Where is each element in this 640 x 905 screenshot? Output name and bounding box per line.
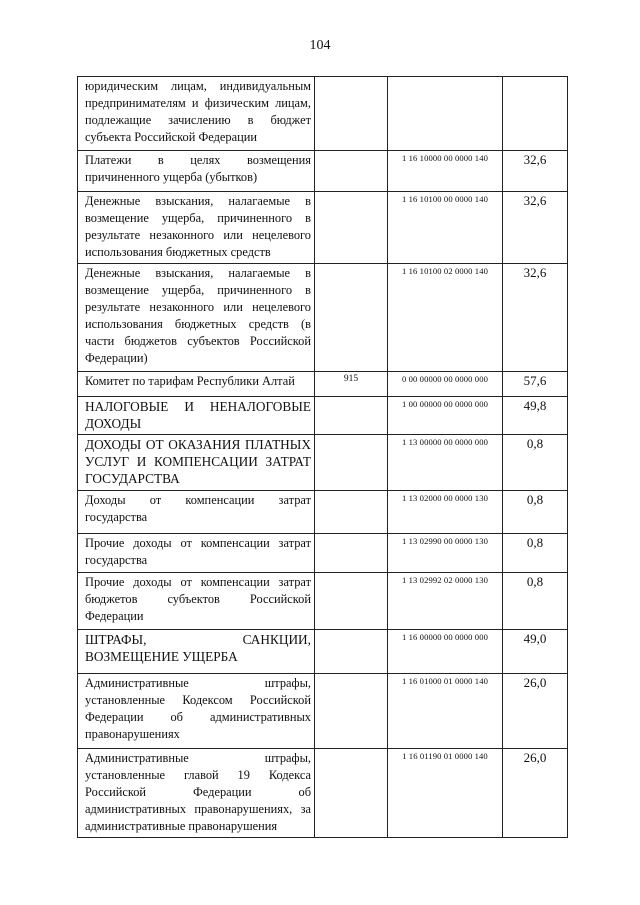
- budget-code: 1 16 10100 00 0000 140: [402, 194, 488, 204]
- cell-adm: [315, 630, 388, 674]
- table-row: [78, 397, 568, 435]
- admin-code: [315, 534, 387, 536]
- revenue-name: юридическим лицам, индивидуальным предпринимателям и физическим лицам, подлежащие зачислению в бюджет субъекта Российской Федерации: [85, 79, 311, 144]
- budget-code: 1 16 01190 01 0000 140: [402, 751, 488, 761]
- cell-code: [388, 151, 503, 192]
- admin-code: [315, 630, 387, 632]
- cell-adm: [315, 573, 388, 630]
- cell-code: [388, 630, 503, 674]
- budget-code: 1 13 02990 00 0000 130: [402, 536, 488, 546]
- admin-code: [315, 192, 387, 194]
- revenue-name: Доходы от компенсации затрат государства: [85, 493, 311, 524]
- cell-code: [388, 397, 503, 435]
- amount: 0,8: [526, 436, 544, 451]
- cell-name: [78, 264, 315, 372]
- budget-code: [388, 77, 502, 79]
- table-row: [78, 151, 568, 192]
- revenue-name: Прочие доходы от компенсации затрат бюджетов субъектов Российской Федерации: [85, 575, 311, 623]
- cell-name: [78, 397, 315, 435]
- cell-name: [78, 192, 315, 264]
- cell-adm: [315, 192, 388, 264]
- cell-name: [78, 151, 315, 192]
- cell-sum: [503, 77, 568, 151]
- budget-code: 0 00 00000 00 0000 000: [402, 374, 488, 384]
- table-row: [78, 674, 568, 749]
- cell-sum: [503, 372, 568, 397]
- cell-adm: [315, 534, 388, 573]
- budget-code: 1 13 02000 00 0000 130: [402, 493, 488, 503]
- admin-code: [315, 573, 387, 575]
- table-row: [78, 630, 568, 674]
- table-row: [78, 372, 568, 397]
- revenue-table: [77, 76, 568, 838]
- cell-name: [78, 674, 315, 749]
- revenue-name: Административные штрафы, установленные главой 19 Кодекса Российской Федерации об административных правонарушениях, за административные правонарушения: [85, 751, 311, 833]
- budget-code: 1 13 02992 02 0000 130: [402, 575, 488, 585]
- admin-code: [315, 77, 387, 79]
- amount: 0,8: [526, 574, 544, 589]
- cell-adm: [315, 435, 388, 491]
- revenue-name: Административные штрафы, установленные Кодексом Российской Федерации об административных правонарушениях: [85, 676, 311, 741]
- amount: 32,6: [523, 265, 547, 280]
- cell-sum: [503, 749, 568, 838]
- cell-code: [388, 674, 503, 749]
- cell-sum: [503, 630, 568, 674]
- cell-sum: [503, 573, 568, 630]
- cell-adm: [315, 397, 388, 435]
- table-row: [78, 435, 568, 491]
- cell-adm: [315, 749, 388, 838]
- amount: 0,8: [526, 535, 544, 550]
- amount: 32,6: [523, 193, 547, 208]
- page-number: 104: [309, 38, 331, 53]
- amount: 49,8: [523, 398, 547, 413]
- admin-code: [315, 435, 387, 437]
- cell-name: [78, 534, 315, 573]
- revenue-name: НАЛОГОВЫЕ И НЕНАЛОГОВЫЕ ДОХОДЫ: [85, 399, 311, 431]
- cell-adm: [315, 264, 388, 372]
- admin-code: [315, 674, 387, 676]
- admin-code: [315, 397, 387, 399]
- cell-name: [78, 630, 315, 674]
- revenue-name: Денежные взыскания, налагаемые в возмещение ущерба, причиненного в результате незаконного или нецелевого использования бюджетных средств: [85, 194, 311, 259]
- cell-code: [388, 264, 503, 372]
- cell-code: [388, 77, 503, 151]
- revenue-name: Прочие доходы от компенсации затрат государства: [85, 536, 311, 567]
- cell-name: [78, 491, 315, 534]
- cell-name: [78, 573, 315, 630]
- table-row: [78, 573, 568, 630]
- cell-sum: [503, 435, 568, 491]
- cell-adm: [315, 372, 388, 397]
- cell-code: [388, 435, 503, 491]
- budget-code: 1 16 00000 00 0000 000: [402, 632, 488, 642]
- table-row: [78, 264, 568, 372]
- admin-code: [315, 749, 387, 751]
- budget-code: 1 16 10100 02 0000 140: [402, 266, 488, 276]
- amount: 26,0: [523, 675, 547, 690]
- table-row: [78, 192, 568, 264]
- revenue-name: ДОХОДЫ ОТ ОКАЗАНИЯ ПЛАТНЫХ УСЛУГ И КОМПЕНСАЦИИ ЗАТРАТ ГОСУДАРСТВА: [85, 437, 311, 486]
- amount: 0,8: [526, 492, 544, 507]
- revenue-name: Платежи в целях возмещения причиненного ущерба (убытков): [85, 153, 311, 184]
- cell-code: [388, 573, 503, 630]
- cell-name: [78, 749, 315, 838]
- amount: 26,0: [523, 750, 547, 765]
- revenue-name: Комитет по тарифам Республики Алтай: [85, 374, 295, 388]
- table-row: [78, 534, 568, 573]
- budget-code: 1 00 00000 00 0000 000: [402, 399, 488, 409]
- table-row: [78, 749, 568, 838]
- cell-sum: [503, 264, 568, 372]
- amount: 32,6: [523, 152, 547, 167]
- admin-code: [315, 491, 387, 493]
- revenue-name: ШТРАФЫ, САНКЦИИ, ВОЗМЕЩЕНИЕ УЩЕРБА: [85, 632, 311, 664]
- amount: [503, 77, 567, 78]
- cell-name: [78, 372, 315, 397]
- cell-adm: [315, 77, 388, 151]
- cell-code: [388, 749, 503, 838]
- cell-name: [78, 77, 315, 151]
- cell-sum: [503, 534, 568, 573]
- cell-adm: [315, 674, 388, 749]
- budget-code: 1 16 10000 00 0000 140: [402, 153, 488, 163]
- admin-code: 915: [343, 374, 359, 384]
- cell-sum: [503, 491, 568, 534]
- budget-code: 1 13 00000 00 0000 000: [402, 437, 488, 447]
- cell-adm: [315, 151, 388, 192]
- cell-code: [388, 534, 503, 573]
- amount: 49,0: [523, 631, 547, 646]
- table-row: [78, 77, 568, 151]
- cell-sum: [503, 397, 568, 435]
- cell-name: [78, 435, 315, 491]
- table-body: [78, 77, 568, 838]
- revenue-name: Денежные взыскания, налагаемые в возмещение ущерба, причиненного в результате незаконного или нецелевого использования бюджетных средств (в части бюджетов субъектов Российской Федерации): [85, 266, 311, 365]
- amount: 57,6: [523, 373, 547, 388]
- cell-sum: [503, 674, 568, 749]
- cell-code: [388, 491, 503, 534]
- table-row: [78, 491, 568, 534]
- cell-adm: [315, 491, 388, 534]
- cell-code: [388, 192, 503, 264]
- cell-sum: [503, 151, 568, 192]
- budget-code: 1 16 01000 01 0000 140: [402, 676, 488, 686]
- admin-code: [315, 264, 387, 266]
- admin-code: [315, 151, 387, 153]
- cell-sum: [503, 192, 568, 264]
- cell-code: [388, 372, 503, 397]
